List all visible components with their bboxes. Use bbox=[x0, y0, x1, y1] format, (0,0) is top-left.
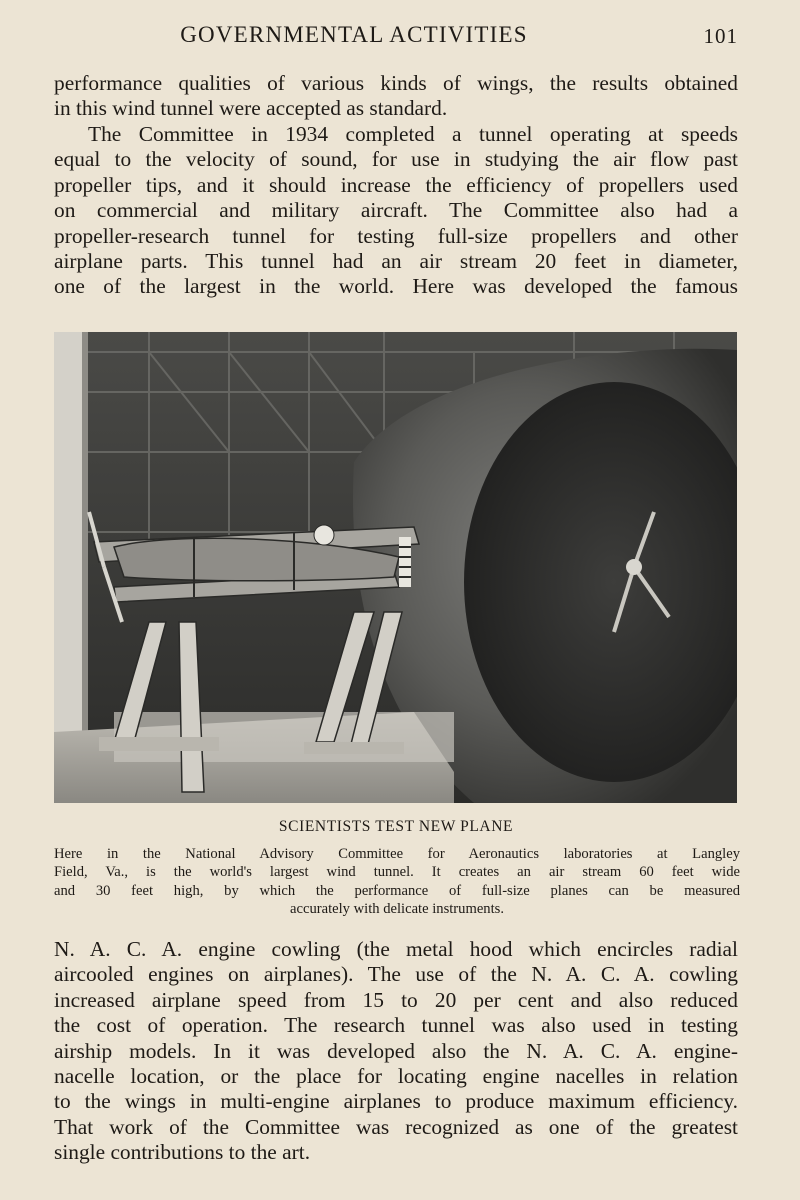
text-line: single contributions to the art. bbox=[54, 1140, 311, 1165]
caption-line: Here in the National Advisory Committee for Aeronautics laboratories at Langley bbox=[54, 846, 740, 862]
text-line: N. A. C. A. engine cowling (the metal hood which encircles radial bbox=[54, 937, 738, 961]
wind-tunnel-photograph bbox=[54, 332, 737, 803]
text-line: aircooled engines on airplanes). The use of the N. A. C. A. cowling bbox=[54, 962, 738, 987]
text-line: propeller tips, and it should increase the efficiency of propellers used bbox=[54, 172, 738, 197]
text-line: increased airplane speed from 15 to 20 per cent and also reduced bbox=[54, 987, 738, 1012]
running-title: GOVERNMENTAL ACTIVITIES bbox=[180, 22, 528, 47]
text-line: equal to the velocity of sound, for use in studying the air flow past bbox=[54, 147, 738, 172]
text-line: performance qualities of various kinds of wings, the results obtained bbox=[54, 71, 738, 95]
text-line: one of the largest in the world. Here was developed the famous bbox=[54, 274, 738, 299]
page-number: 101 bbox=[703, 24, 738, 48]
text-line: airplane parts. This tunnel had an air stream 20 feet in diameter, bbox=[54, 249, 738, 274]
paragraph-wind-tunnels bbox=[54, 122, 738, 300]
text-line: the cost of operation. The research tunnel was also used in testing bbox=[54, 1013, 738, 1038]
caption-line: Field, Va., is the world's largest wind tunnel. It creates an air stream 60 feet wide bbox=[54, 864, 740, 881]
text-line: That work of the Committee was recognized as one of the greatest bbox=[54, 1114, 738, 1139]
text-line: The Committee in 1934 completed a tunnel operating at speeds bbox=[88, 122, 738, 146]
caption-line: and 30 feet high, by which the performance of full-size planes can be measured bbox=[54, 882, 740, 899]
caption-title: SCIENTISTS TEST NEW PLANE bbox=[278, 818, 514, 835]
paragraph-continued bbox=[54, 71, 738, 122]
text-line: nacelle location, or the place for locating engine nacelles in relation bbox=[54, 1064, 738, 1089]
photo-illustration bbox=[54, 332, 737, 803]
text-line: on commercial and military aircraft. The Committee also had a bbox=[54, 198, 738, 223]
text-line: to the wings in multi-engine airplanes to produce maximum efficiency. bbox=[54, 1089, 738, 1114]
running-head bbox=[54, 20, 738, 54]
caption-line: accurately with delicate instruments. bbox=[290, 900, 504, 917]
caption-text bbox=[54, 845, 740, 918]
paragraph-engine-cowling bbox=[54, 937, 738, 1166]
text-line: airship models. In it was developed also the N. A. C. A. engine- bbox=[54, 1038, 738, 1063]
text-line: propeller-research tunnel for testing full-size propellers and other bbox=[54, 223, 738, 248]
text-line: in this wind tunnel were accepted as standard. bbox=[54, 96, 448, 121]
